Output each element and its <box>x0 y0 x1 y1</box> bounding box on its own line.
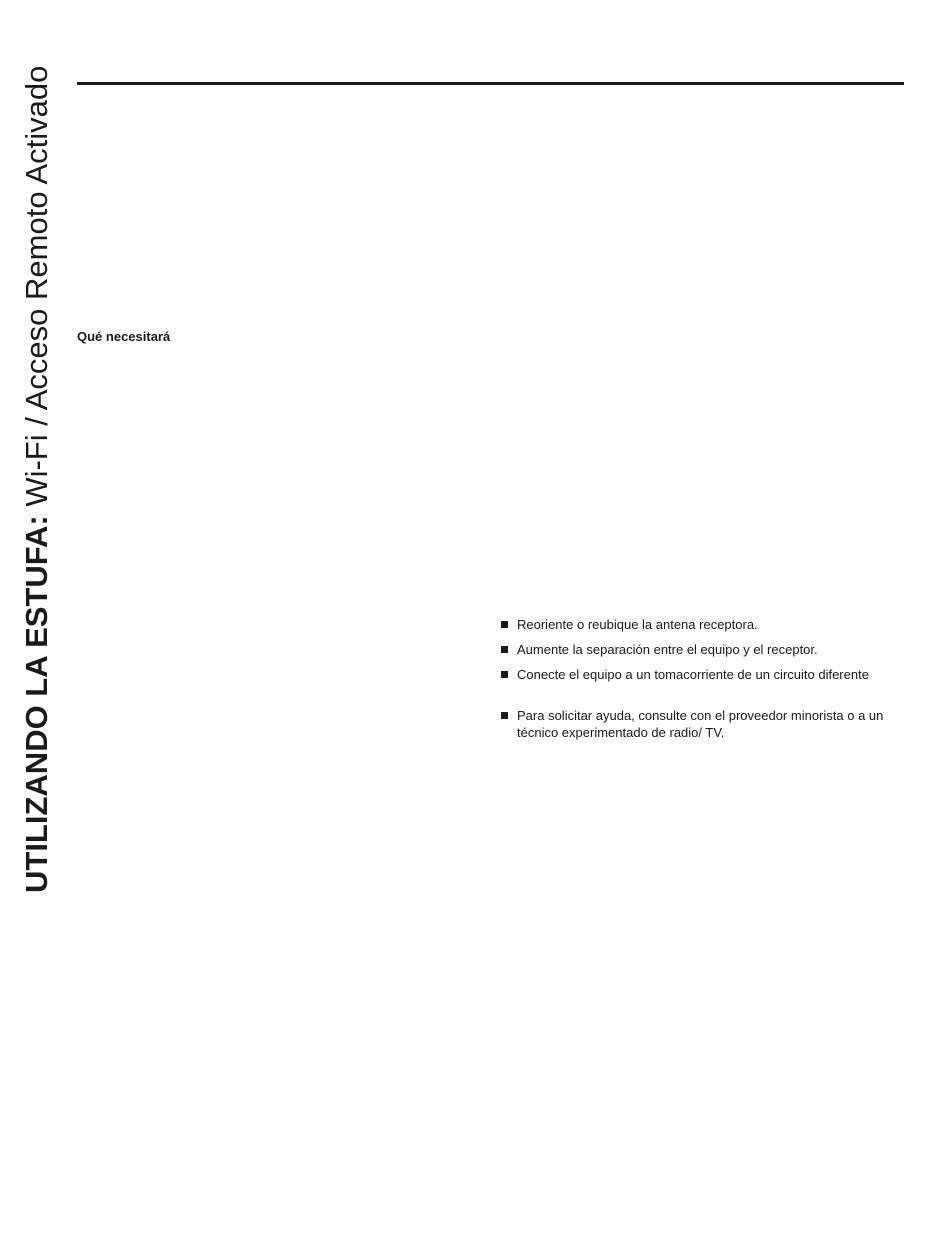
header-divider <box>77 82 904 85</box>
bullet-list <box>500 616 910 741</box>
square-bullet-icon <box>501 671 508 678</box>
square-bullet-icon <box>501 646 508 653</box>
list-item <box>500 666 910 683</box>
side-title-bold: UTILIZANDO LA ESTUFA: <box>19 515 54 893</box>
list-item <box>500 616 910 633</box>
list-item-text: Para solicitar ayuda, consulte con el proveedor minorista o a un técnico experimentado de radio/ TV. <box>517 708 884 740</box>
list-item-text: Aumente la separación entre el equipo y el receptor. <box>517 642 818 657</box>
list-item-text: Reoriente o reubique la antena receptora. <box>517 617 758 632</box>
section-heading: Qué necesitará <box>77 329 171 344</box>
list-item-text: Conecte el equipo a un tomacorriente de un circuito diferente <box>517 667 869 682</box>
side-title-regular: Wi-Fi / Acceso Remoto Activado <box>19 65 54 516</box>
list-item <box>500 641 910 658</box>
square-bullet-icon <box>501 712 508 719</box>
square-bullet-icon <box>501 621 508 628</box>
list-item <box>500 707 910 741</box>
page-side-title <box>20 66 54 893</box>
